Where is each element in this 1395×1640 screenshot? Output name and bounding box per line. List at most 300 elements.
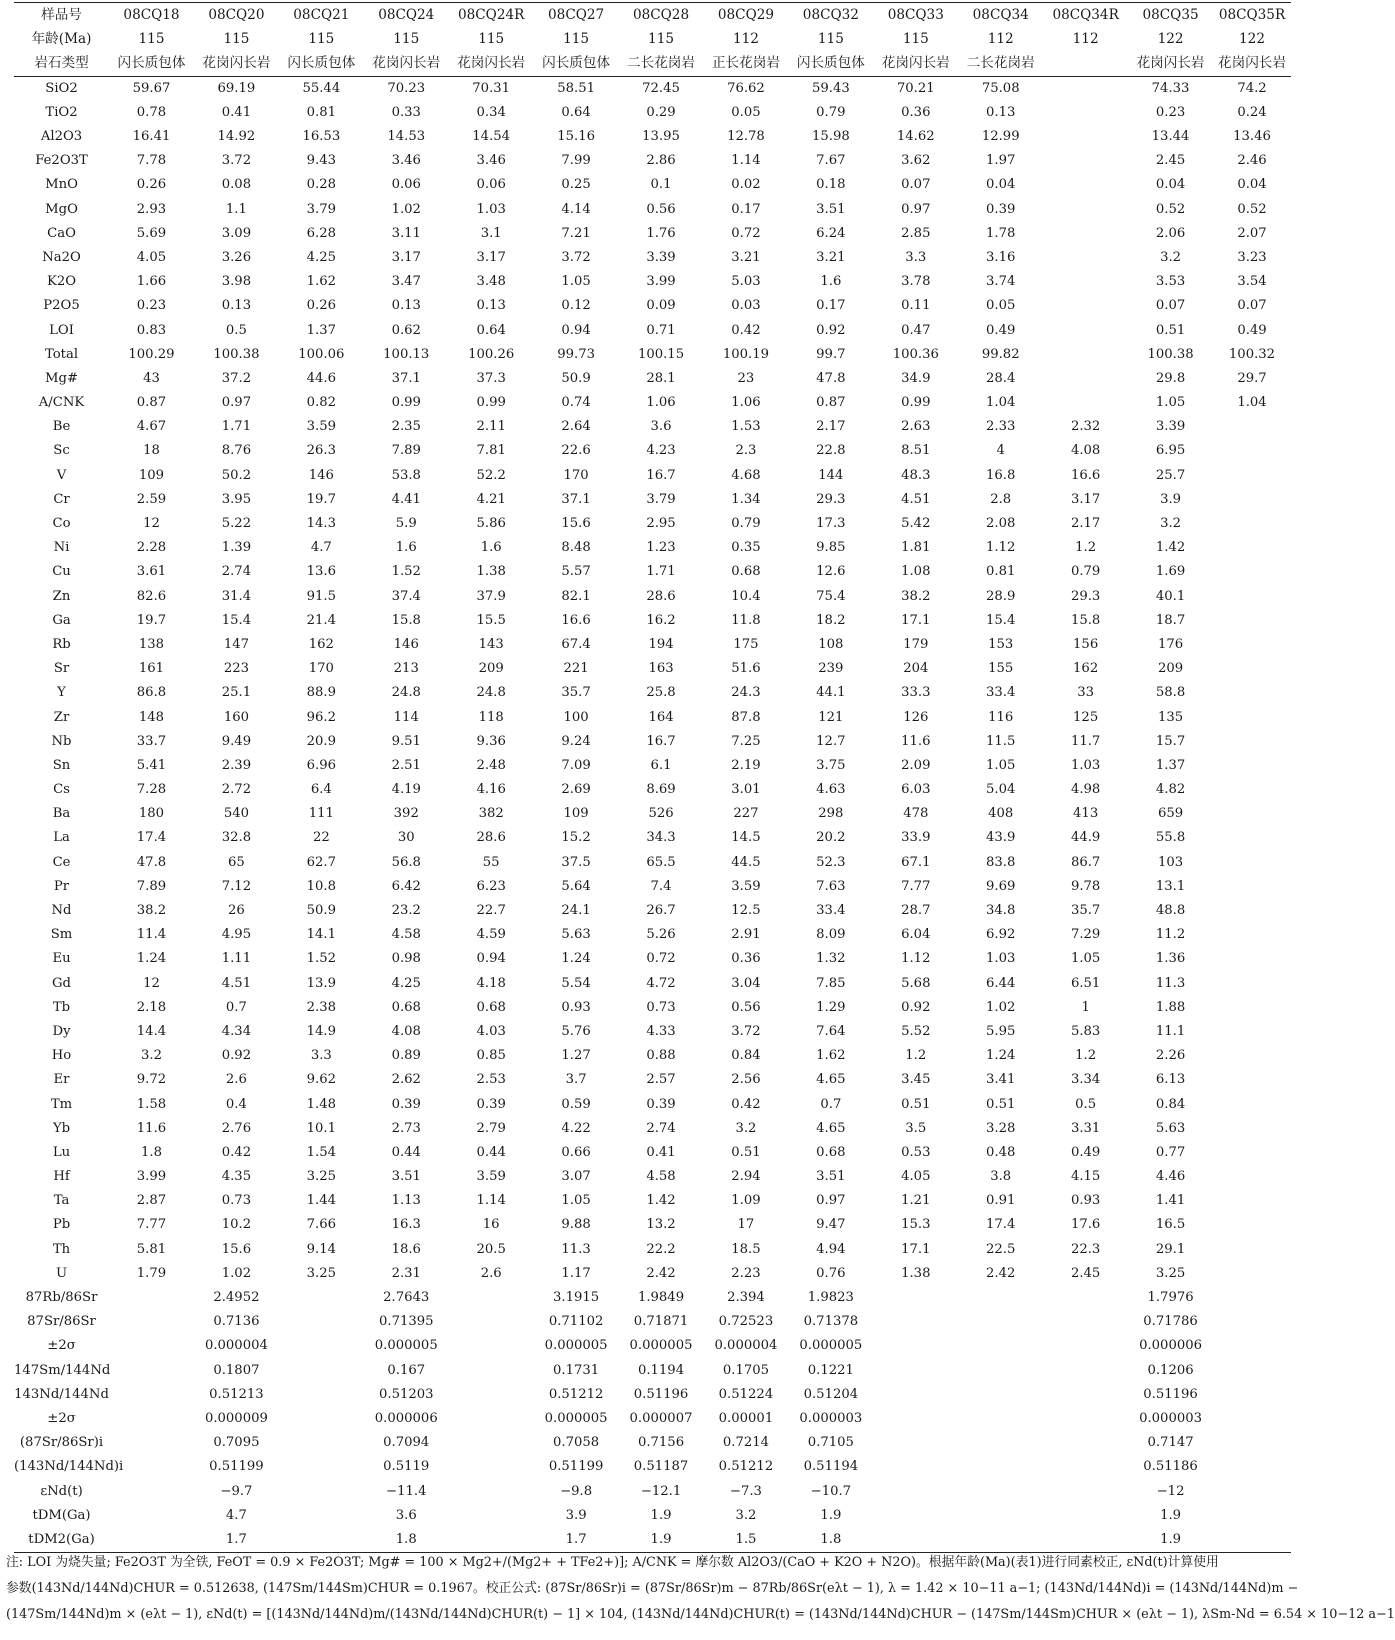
value-cell: 65.5	[646, 854, 676, 870]
value-cell: 1.79	[136, 1265, 167, 1281]
value-cell	[1213, 1479, 1291, 1503]
table-row	[14, 1068, 1291, 1092]
value-cell: 8.76	[221, 443, 252, 459]
sample-id-cell: 08CQ24	[378, 7, 435, 24]
sample-id-cell: 08CQ35R	[1218, 7, 1286, 24]
value-cell: 100.36	[892, 346, 939, 362]
row-label: (143Nd/144Nd)i	[14, 1459, 124, 1475]
value-cell: 16.53	[302, 129, 341, 145]
value-cell: 29.8	[1155, 370, 1186, 386]
value-cell: 0.36	[901, 104, 931, 120]
value-cell: 100.26	[468, 346, 515, 362]
value-cell: 0.99	[901, 395, 931, 411]
table-row	[14, 125, 1291, 149]
table-row	[14, 560, 1291, 584]
value-cell	[873, 1310, 958, 1334]
sample-id-cell: 08CQ20	[208, 7, 265, 24]
value-cell: 62.7	[306, 854, 337, 870]
table-row	[14, 439, 1291, 463]
value-cell: 0.84	[731, 1048, 761, 1064]
value-cell: 1.34	[731, 491, 761, 507]
value-cell: 0.71786	[1143, 1314, 1198, 1330]
sample-id-cell: 08CQ35	[1142, 7, 1199, 24]
value-cell	[1213, 657, 1291, 681]
value-cell: 2.17	[1070, 516, 1101, 532]
table-row	[14, 996, 1291, 1020]
row-label: Rb	[52, 636, 71, 652]
value-cell: 9.47	[816, 1217, 846, 1233]
value-cell: 44.5	[731, 854, 761, 870]
value-cell	[1043, 294, 1128, 318]
value-cell: 3.34	[1070, 1072, 1101, 1088]
value-cell: 55.44	[279, 76, 364, 101]
value-cell: 28.9	[986, 588, 1016, 604]
value-cell	[449, 1310, 534, 1334]
row-label: Y	[57, 685, 66, 701]
value-cell: 1.05	[986, 757, 1016, 773]
value-cell: 209	[1157, 661, 1184, 677]
value-cell	[109, 1431, 194, 1455]
table-footnote	[6, 1550, 1395, 1628]
value-cell: 25.8	[646, 685, 676, 701]
value-cell: 3.79	[646, 491, 676, 507]
value-cell: 1.24	[561, 951, 591, 967]
row-label: Dy	[52, 1023, 71, 1039]
value-cell: 659	[1157, 806, 1184, 822]
value-cell: 67.1	[901, 854, 931, 870]
value-cell: 0.72	[646, 951, 676, 967]
row-label: ±2σ	[47, 1338, 76, 1354]
value-cell: 103	[1157, 854, 1184, 870]
row-label: Al2O3	[40, 129, 83, 145]
value-cell	[1043, 1479, 1128, 1503]
table-row	[14, 585, 1291, 609]
table-row	[14, 222, 1291, 246]
value-cell: 0.07	[901, 177, 931, 193]
value-cell: 8.51	[901, 443, 931, 459]
value-cell: 3.41	[986, 1072, 1016, 1088]
value-cell: 3.72	[221, 153, 252, 169]
value-cell: 4.65	[816, 1120, 846, 1136]
value-cell: 9.88	[561, 1217, 591, 1233]
value-cell: 11.3	[1155, 975, 1186, 991]
value-cell	[1213, 875, 1291, 899]
value-cell: 0.51204	[803, 1386, 859, 1402]
value-cell: 12.78	[727, 129, 765, 145]
value-cell: 100.06	[298, 346, 345, 362]
value-cell: 3.95	[221, 491, 252, 507]
value-cell	[1213, 609, 1291, 633]
value-cell: 2.35	[391, 419, 421, 435]
value-cell	[1213, 681, 1291, 705]
value-cell: 28.1	[646, 370, 676, 386]
table-row	[14, 173, 1291, 197]
value-cell: 0.41	[221, 104, 252, 120]
value-cell: 1	[1081, 999, 1090, 1015]
rock-type-cell: 正长花岗岩	[703, 51, 788, 76]
value-cell: 4.72	[646, 975, 676, 991]
value-cell: 0.7095	[213, 1435, 260, 1451]
value-cell: 52.3	[816, 854, 846, 870]
value-cell: 2.62	[391, 1072, 421, 1088]
value-cell	[279, 1407, 364, 1431]
value-cell: 22.2	[646, 1241, 676, 1257]
row-label: Zr	[53, 709, 70, 725]
value-cell: 5.64	[561, 878, 591, 894]
value-cell: 55.8	[1155, 830, 1186, 846]
value-cell: 0.000003	[799, 1410, 863, 1426]
value-cell: 1.9	[1160, 1507, 1182, 1523]
value-cell: 0.71871	[633, 1314, 689, 1330]
value-cell: 1.9849	[637, 1290, 685, 1306]
value-cell: 1.58	[136, 1096, 167, 1112]
value-cell: 0.97	[816, 1193, 846, 1209]
value-cell: 2.394	[727, 1290, 765, 1306]
value-cell	[1043, 1431, 1128, 1455]
value-cell: 5.81	[136, 1241, 167, 1257]
value-cell: 58.51	[534, 76, 619, 101]
value-cell: 1.52	[391, 564, 421, 580]
value-cell: 16.3	[391, 1217, 421, 1233]
value-cell: 0.000009	[204, 1410, 268, 1426]
value-cell: 75.08	[958, 76, 1043, 101]
value-cell: 15.2	[561, 830, 591, 846]
value-cell: 3.61	[136, 564, 167, 580]
value-cell: 0.000005	[544, 1338, 608, 1354]
value-cell: 9.72	[136, 1072, 167, 1088]
value-cell: 0.000007	[629, 1410, 693, 1426]
value-cell	[1043, 1455, 1128, 1479]
rock-type-cell: 闪长质包体	[788, 51, 873, 76]
value-cell: 5.95	[986, 1023, 1016, 1039]
value-cell: 3.99	[646, 274, 676, 290]
value-cell: 5.03	[731, 274, 761, 290]
value-cell: 1.14	[731, 153, 761, 169]
table-row	[14, 101, 1291, 125]
value-cell: 3.47	[391, 274, 421, 290]
value-cell: 14.54	[472, 129, 511, 145]
value-cell: 109	[563, 806, 589, 822]
value-cell: 3.79	[306, 201, 337, 217]
row-label: Yb	[52, 1120, 71, 1136]
value-cell: 0.92	[221, 1048, 252, 1064]
value-cell: 0.1	[650, 177, 672, 193]
value-cell	[1213, 1455, 1291, 1479]
value-cell: 29.7	[1237, 370, 1267, 386]
value-cell: 3.1915	[553, 1290, 600, 1306]
value-cell: 0.87	[136, 395, 167, 411]
value-cell: 0.02	[731, 177, 761, 193]
value-cell: 0.42	[221, 1144, 252, 1160]
value-cell	[1043, 270, 1128, 294]
value-cell: 16	[482, 1217, 500, 1233]
value-cell: 2.51	[391, 757, 421, 773]
value-cell: 1.05	[1070, 951, 1101, 967]
value-cell: 11.5	[986, 733, 1016, 749]
value-cell: 0.13	[391, 298, 421, 314]
value-cell: 1.2	[1075, 1048, 1097, 1064]
row-label: K2O	[46, 274, 77, 290]
value-cell	[1213, 1262, 1291, 1286]
table-row	[14, 1189, 1291, 1213]
value-cell: 1.5	[703, 1528, 788, 1553]
table-row	[14, 1310, 1291, 1334]
value-cell: 5.9	[395, 516, 417, 532]
row-label: Eu	[52, 951, 71, 967]
value-cell: 15.8	[1070, 612, 1101, 628]
value-cell: 18.7	[1155, 612, 1186, 628]
value-cell	[1043, 76, 1128, 101]
value-cell: 1.03	[1070, 757, 1101, 773]
table-row	[14, 1165, 1291, 1189]
value-cell: 3.2	[1160, 249, 1182, 265]
value-cell	[449, 1528, 534, 1553]
value-cell: 156	[1073, 636, 1099, 652]
row-label: MnO	[45, 177, 78, 193]
value-cell: 0.92	[816, 322, 846, 338]
value-cell: 22.6	[561, 443, 591, 459]
value-cell	[1213, 585, 1291, 609]
value-cell: 6.23	[476, 878, 506, 894]
value-cell: 2.6	[480, 1265, 502, 1281]
value-cell: 35.7	[1070, 903, 1101, 919]
value-cell: 44.6	[306, 370, 337, 386]
value-cell: 20.9	[306, 733, 337, 749]
value-cell: 17.4	[136, 830, 167, 846]
value-cell	[1213, 972, 1291, 996]
value-cell: 1.36	[1155, 951, 1186, 967]
value-cell: 0.26	[136, 177, 167, 193]
value-cell: 3.2	[1160, 516, 1182, 532]
value-cell: 0.74	[561, 395, 591, 411]
rock-type-cell: 二长花岗岩	[958, 51, 1043, 76]
value-cell	[109, 1407, 194, 1431]
table-row	[14, 1141, 1291, 1165]
value-cell: 0.71102	[548, 1314, 604, 1330]
rock-type-cell	[1043, 51, 1128, 76]
value-cell: 0.04	[1237, 177, 1267, 193]
value-cell: 74.33	[1128, 76, 1213, 101]
value-cell: 1.8	[788, 1528, 873, 1553]
value-cell	[1213, 802, 1291, 826]
value-cell	[1043, 101, 1128, 125]
value-cell: 30	[397, 830, 415, 846]
row-label: 147Sm/144Nd	[14, 1362, 111, 1378]
value-cell: 5.86	[476, 516, 506, 532]
value-cell: 2.73	[391, 1120, 421, 1136]
value-cell: 1.42	[646, 1193, 676, 1209]
value-cell: 99.82	[981, 346, 1020, 362]
value-cell: −11.4	[386, 1483, 427, 1499]
value-cell: 7.09	[561, 757, 591, 773]
value-cell: 0.5	[1075, 1096, 1097, 1112]
table-row	[14, 875, 1291, 899]
row-label: Sm	[50, 927, 73, 943]
value-cell: 18.2	[816, 612, 846, 628]
value-cell: 0.51199	[209, 1459, 264, 1475]
value-cell: 1.12	[986, 540, 1016, 556]
value-cell: 176	[1157, 636, 1184, 652]
value-cell: 2.19	[731, 757, 761, 773]
value-cell	[109, 1286, 194, 1310]
value-cell: 14.3	[306, 516, 337, 532]
value-cell	[449, 1407, 534, 1431]
value-cell: 50.9	[306, 903, 337, 919]
value-cell	[1043, 343, 1128, 367]
value-cell: 0.000004	[714, 1338, 778, 1354]
value-cell	[1043, 1407, 1128, 1431]
value-cell: 65	[228, 854, 245, 870]
value-cell: 0.79	[1070, 564, 1101, 580]
value-cell: 12.5	[731, 903, 761, 919]
row-label: Pb	[52, 1217, 71, 1233]
value-cell: 0.7	[225, 999, 247, 1015]
value-cell: 0.59	[561, 1096, 591, 1112]
value-cell: 1.24	[986, 1048, 1016, 1064]
value-cell	[279, 1504, 364, 1528]
value-cell: 0.44	[476, 1144, 506, 1160]
sample-id-cell: 08CQ32	[802, 7, 859, 24]
value-cell	[1213, 851, 1291, 875]
value-cell: 114	[393, 709, 419, 725]
value-cell	[1043, 198, 1128, 222]
table-row	[14, 294, 1291, 318]
value-cell	[279, 1528, 364, 1553]
value-cell: 18.5	[731, 1241, 761, 1257]
table-row	[14, 343, 1291, 367]
value-cell: 22.5	[986, 1241, 1016, 1257]
value-cell	[958, 1310, 1043, 1334]
value-cell: 1.12	[901, 951, 931, 967]
value-cell: 0.84	[1155, 1096, 1186, 1112]
value-cell: 4.08	[391, 1023, 421, 1039]
table-row	[14, 1044, 1291, 1068]
value-cell: 3.09	[221, 225, 252, 241]
value-cell: 16.5	[1155, 1217, 1186, 1233]
value-cell: 3.51	[391, 1169, 421, 1185]
value-cell	[1213, 1020, 1291, 1044]
rock-type-cell: 闪长质包体	[534, 51, 619, 76]
value-cell	[1043, 1383, 1128, 1407]
value-cell	[449, 1286, 534, 1310]
value-cell: 7.64	[816, 1023, 846, 1039]
value-cell: 3.5	[905, 1120, 927, 1136]
value-cell: 3.25	[1155, 1265, 1186, 1281]
value-cell: 1.09	[731, 1193, 761, 1209]
geochemistry-table	[14, 2, 1291, 1553]
value-cell: 1.08	[901, 564, 931, 580]
value-cell: 0.79	[731, 516, 761, 532]
value-cell: 75.4	[816, 588, 846, 604]
value-cell: 74.2	[1213, 76, 1291, 101]
value-cell: 2.57	[646, 1072, 676, 1088]
value-cell: 0.56	[646, 201, 676, 217]
value-cell: 100	[563, 709, 589, 725]
table-row	[14, 415, 1291, 439]
value-cell: 26	[228, 903, 245, 919]
row-label: Th	[52, 1241, 71, 1257]
value-cell	[109, 1504, 194, 1528]
value-cell: 44.1	[816, 685, 846, 701]
value-cell: 4.98	[1070, 782, 1101, 798]
value-cell: 3.51	[816, 201, 846, 217]
value-cell: −7.3	[729, 1483, 762, 1499]
value-cell: 6.1	[650, 757, 672, 773]
value-cell: 1.24	[136, 951, 167, 967]
value-cell: 0.07	[1155, 298, 1186, 314]
value-cell: 0.11	[901, 298, 931, 314]
value-cell: 100.13	[383, 346, 430, 362]
value-cell: 0.4	[225, 1096, 247, 1112]
value-cell: 0.51203	[378, 1386, 434, 1402]
value-cell: 4.25	[391, 975, 421, 991]
value-cell: 0.77	[1155, 1144, 1186, 1160]
value-cell: 1.32	[816, 951, 846, 967]
value-cell: 7.28	[136, 782, 167, 798]
value-cell: 4.46	[1155, 1169, 1186, 1185]
row-label: Zn	[52, 588, 71, 604]
value-cell: 175	[733, 636, 759, 652]
value-cell	[958, 1504, 1043, 1528]
row-label: LOI	[49, 322, 74, 338]
value-cell: 100.32	[1228, 346, 1276, 362]
value-cell: 15.6	[561, 516, 591, 532]
table-row	[14, 1431, 1291, 1455]
value-cell: 51.6	[731, 661, 761, 677]
value-cell: 147	[223, 636, 249, 652]
value-cell: 0.92	[901, 999, 931, 1015]
row-label: Cs	[53, 782, 70, 798]
value-cell: 3.7	[565, 1072, 587, 1088]
value-cell: 3.78	[901, 274, 931, 290]
row-label: Fe2O3T	[35, 153, 88, 169]
value-cell	[1043, 222, 1128, 246]
value-cell: 163	[648, 661, 674, 677]
value-cell	[873, 1286, 958, 1310]
value-cell: 7.81	[476, 443, 506, 459]
value-cell	[1213, 826, 1291, 850]
value-cell: 11.3	[561, 1241, 591, 1257]
value-cell	[1213, 512, 1291, 536]
rock-type-cell: 花岗闪长岩	[449, 51, 534, 76]
value-cell: 4.7	[310, 540, 332, 556]
value-cell: 408	[988, 806, 1014, 822]
value-cell: 2.53	[476, 1072, 506, 1088]
value-cell: 2.7643	[383, 1290, 430, 1306]
value-cell: 1.52	[306, 951, 337, 967]
value-cell	[1213, 536, 1291, 560]
value-cell	[958, 1334, 1043, 1358]
value-cell: 1.14	[476, 1193, 506, 1209]
value-cell: 0.000005	[799, 1338, 863, 1354]
value-cell: 91.5	[306, 588, 337, 604]
value-cell: 0.1731	[553, 1362, 600, 1378]
value-cell: 0.94	[561, 322, 591, 338]
value-cell: 227	[733, 806, 759, 822]
sample-id-cell: 08CQ27	[548, 7, 605, 24]
value-cell: 4.16	[476, 782, 506, 798]
value-cell: 82.6	[136, 588, 167, 604]
value-cell: 2.72	[221, 782, 252, 798]
value-cell: 7.89	[136, 878, 167, 894]
row-label: CaO	[47, 225, 76, 241]
value-cell: 2.28	[136, 540, 167, 556]
row-label: 87Rb/86Sr	[25, 1290, 98, 1306]
value-cell: 0.1807	[213, 1362, 260, 1378]
sample-id-cell: 08CQ21	[293, 7, 350, 24]
value-cell: 0.51	[901, 1096, 931, 1112]
table-row	[14, 778, 1291, 802]
